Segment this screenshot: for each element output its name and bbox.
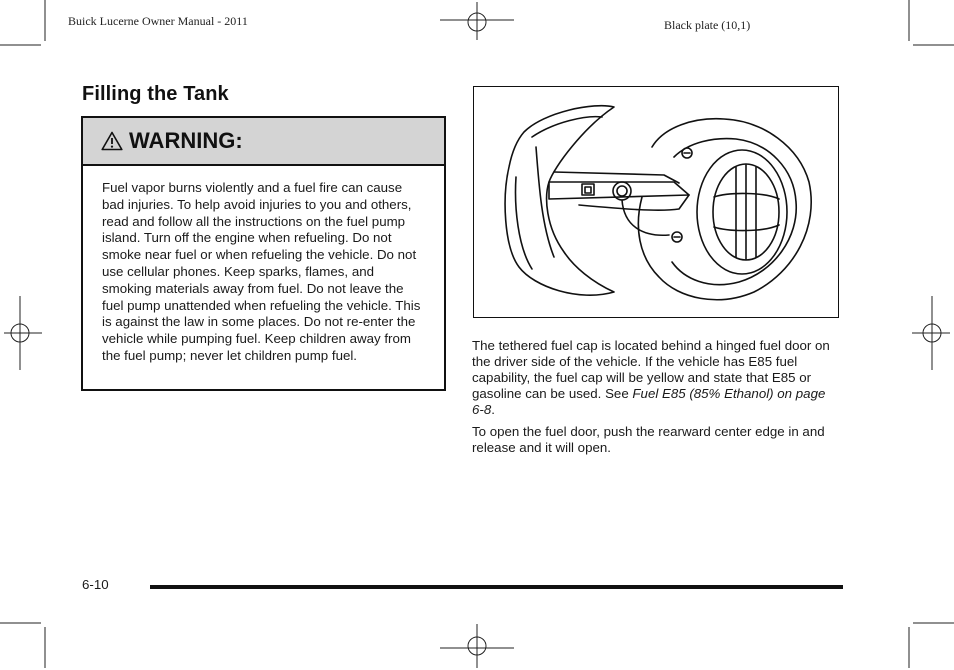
paragraph-fuel-cap-text: The tethered fuel cap is located behind a hinged fuel door on the driver side of the vehicle. If the vehicle has E85 fuel capability, the fuel cap will be yellow and state that E85 or gasoline can be used. See xyxy=(472,338,830,401)
paragraph-fuel-cap-end: . xyxy=(491,402,495,417)
registration-mark-top xyxy=(440,0,514,44)
plate-label: Black plate (10,1) xyxy=(664,18,751,32)
warning-box xyxy=(81,116,446,391)
manual-title-header: Buick Lucerne Owner Manual - 2011 xyxy=(68,14,248,28)
registration-mark-left xyxy=(0,296,44,370)
paragraph-fuel-cap xyxy=(472,338,838,418)
fuel-cap-drawing xyxy=(474,87,838,317)
warning-header xyxy=(83,118,444,166)
fuel-door-illustration xyxy=(473,86,839,318)
footer-rule xyxy=(150,585,843,589)
warning-label: WARNING: xyxy=(129,128,243,153)
paragraph-open-door: To open the fuel door, push the rearward center edge in and release and it will open. xyxy=(472,424,825,455)
page-number: 6-10 xyxy=(82,577,109,592)
registration-mark-bottom xyxy=(440,620,514,670)
warning-text: Fuel vapor burns violently and a fuel fire can cause bad injuries. To help avoid injuries to you and others, read and follow all the instructions on the fuel pump island. Turn off the engine when refueling. Do not smoke near fuel or when refueling the vehicle. Do not use cellular phones. Keep sparks, flames, and smoking materials away from fuel. Do not leave the fuel pump unattended when refueling the vehicle. This is against the law in some places. Do not re-enter the vehicle while pumping fuel. Keep children away from the fuel pump; never let children pump fuel. xyxy=(102,180,421,363)
warning-triangle-icon xyxy=(101,131,123,151)
section-title: Filling the Tank xyxy=(82,83,229,105)
registration-mark-right xyxy=(910,296,954,370)
cross-reference-link[interactable]: Fuel E85 (85% Ethanol) on page 6-8 xyxy=(472,386,826,417)
